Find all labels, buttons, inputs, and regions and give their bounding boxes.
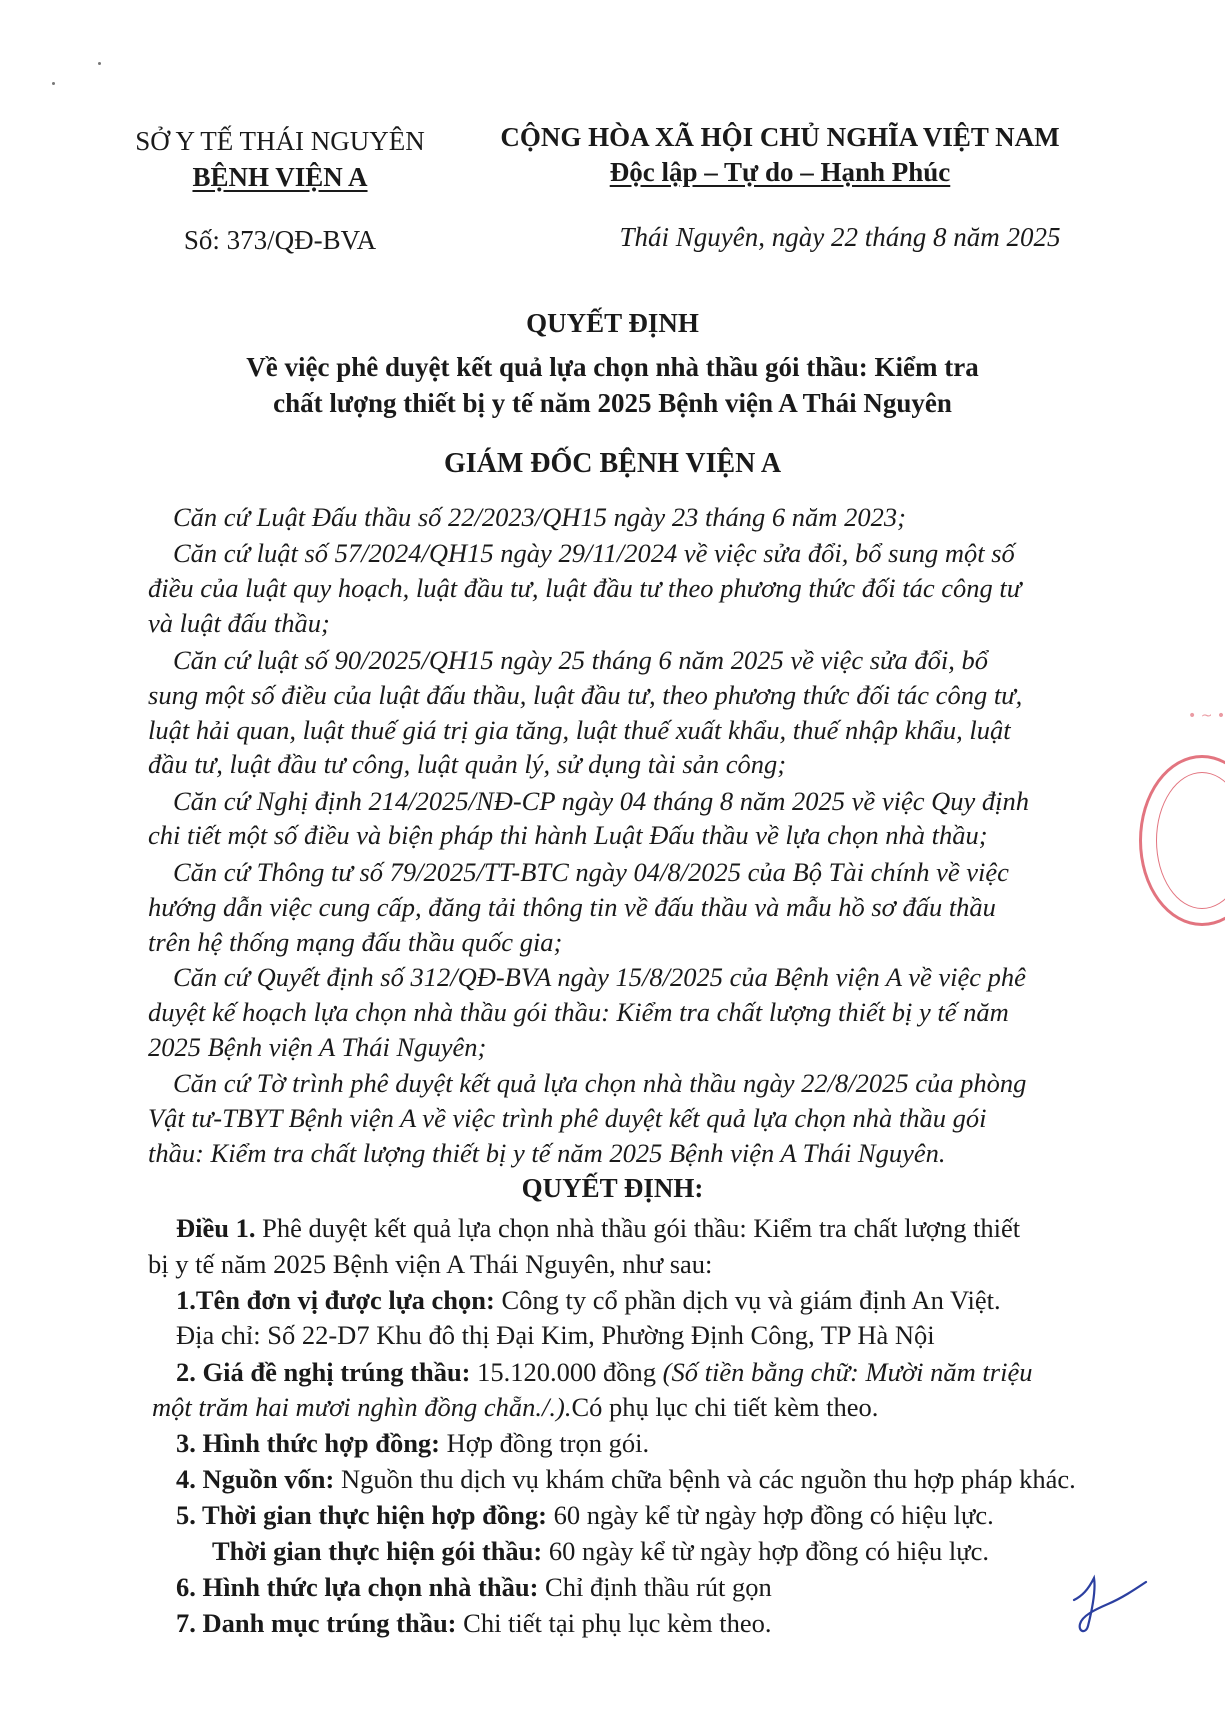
item-value: Hợp đồng trọn gói. [440,1428,650,1458]
item-value: Có phụ lục chi tiết kèm theo. [571,1392,879,1422]
item-package-duration [212,1536,989,1567]
stamp-bleed-mark: • ~ • [1188,708,1225,724]
item-price [176,1357,1032,1388]
item-winning-list [176,1608,772,1639]
item-contract-duration [176,1500,994,1531]
basis-line: Căn cứ Luật Đấu thầu số 22/2023/QH15 ngày 23 tháng 6 năm 2023; [173,502,906,532]
item-value: Chi tiết tại phụ lục kèm theo. [456,1608,772,1638]
item-address: Địa chỉ: Số 22-D7 Khu đô thị Đại Kim, Phường Định Công, TP Hà Nội [176,1320,935,1350]
basis-line: duyệt kế hoạch lựa chọn nhà thầu gói thầu: Kiểm tra chất lượng thiết bị y tế năm [148,997,1009,1027]
basis-line: Căn cứ Tờ trình phê duyệt kết quả lựa chọn nhà thầu ngày 22/8/2025 của phòng [173,1068,1027,1098]
article-1-text: Phê duyệt kết quả lựa chọn nhà thầu gói thầu: Kiểm tra chất lượng thiết [255,1213,1021,1243]
basis-line: điều của luật quy hoạch, luật đầu tư, luật đầu tư theo phương thức đối tác công tư [148,573,1022,603]
item-label: 2. Giá đề nghị trúng thầu: [176,1357,471,1387]
item-note: (Số tiền bằng chữ: Mười năm triệu [662,1357,1033,1387]
basis-line: 2025 Bệnh viện A Thái Nguyên; [148,1032,487,1062]
document-number: Số: 373/QĐ-BVA [183,225,377,255]
article-1-line-2: bị y tế năm 2025 Bệnh viện A Thái Nguyên, như sau: [148,1249,713,1279]
item-contract-type [176,1428,649,1459]
scan-speck [52,82,55,85]
basis-line: Căn cứ luật số 57/2024/QH15 ngày 29/11/2024 về việc sửa đổi, bổ sung một số [173,538,1015,568]
basis-line: hướng dẫn việc cung cấp, đăng tải thông tin về đấu thầu và mẫu hồ sơ đấu thầu [148,892,996,922]
official-stamp [1139,755,1225,926]
basis-line: Vật tư-TBYT Bệnh viện A về việc trình phê duyệt kết quả lựa chọn nhà thầu gói [148,1103,987,1133]
article-1-line-1 [176,1213,1020,1244]
item-value: Công ty cổ phần dịch vụ và giám định An Việt. [494,1285,1001,1315]
subject-line-1: Về việc phê duyệt kết quả lựa chọn nhà thầu gói thầu: Kiểm tra [246,352,979,382]
basis-line: Căn cứ luật số 90/2025/QH15 ngày 25 tháng 6 năm 2025 về việc sửa đổi, bổ [173,645,988,675]
authority-title: GIÁM ĐỐC BỆNH VIỆN A [443,448,782,479]
country-name: CỘNG HÒA XÃ HỘI CHỦ NGHĨA VIỆT NAM [500,122,1060,152]
basis-line: luật hải quan, luật thuế giá trị gia tăng, luật thuế xuất khẩu, thuế nhập khẩu, luật [148,715,1011,745]
item-label: 3. Hình thức hợp đồng: [176,1428,441,1458]
basis-line: Căn cứ Thông tư số 79/2025/TT-BTC ngày 04/8/2025 của Bộ Tài chính về việc [173,857,1009,887]
document-title: QUYẾT ĐỊNH [526,308,699,338]
hospital-name: BỆNH VIỆN A [192,162,368,192]
signature-initial [1060,1560,1150,1650]
item-value: 60 ngày kể từ ngày hợp đồng có hiệu lực. [542,1536,990,1566]
basis-line: Căn cứ Quyết định số 312/QĐ-BVA ngày 15/8/2025 của Bệnh viện A về việc phê [173,962,1026,992]
basis-line: chi tiết một số điều và biện pháp thi hành Luật Đấu thầu về lựa chọn nhà thầu; [148,820,988,850]
item-label: 4. Nguồn vốn: [176,1464,335,1494]
item-contractor [176,1285,1001,1316]
item-selection-method [176,1572,772,1603]
basis-line: đầu tư, luật đầu tư công, luật quản lý, sử dụng tài sản công; [148,749,787,779]
subject-line-2: chất lượng thiết bị y tế năm 2025 Bệnh viện A Thái Nguyên [273,388,952,418]
place-date: Thái Nguyên, ngày 22 tháng 8 năm 2025 [619,222,1061,252]
basis-line: và luật đấu thầu; [148,608,330,638]
agency-name: SỞ Y TẾ THÁI NGUYÊN [135,126,425,156]
item-funding [176,1464,1076,1495]
item-label: 5. Thời gian thực hiện hợp đồng: [176,1500,547,1530]
national-motto: Độc lập – Tự do – Hạnh Phúc [609,157,951,187]
item-label: 1.Tên đơn vị được lựa chọn: [176,1285,495,1315]
item-label: 7. Danh mục trúng thầu: [176,1608,457,1638]
scan-speck [98,62,101,65]
item-value: 15.120.000 đồng [470,1357,663,1387]
basis-line: thầu: Kiểm tra chất lượng thiết bị y tế năm 2025 Bệnh viện A Thái Nguyên. [148,1138,946,1168]
article-1-label: Điều 1. [176,1213,256,1243]
basis-line: trên hệ thống mạng đấu thầu quốc gia; [148,927,563,957]
item-label: 6. Hình thức lựa chọn nhà thầu: [176,1572,539,1602]
item-note: một trăm hai mươi nghìn đồng chẵn./.). [152,1392,572,1422]
item-value: Chỉ định thầu rút gọn [538,1572,772,1602]
item-value: 60 ngày kể từ ngày hợp đồng có hiệu lực. [546,1500,994,1530]
item-value: Nguồn thu dịch vụ khám chữa bệnh và các nguồn thu hợp pháp khác. [334,1464,1076,1494]
basis-line: Căn cứ Nghị định 214/2025/NĐ-CP ngày 04 tháng 8 năm 2025 về việc Quy định [173,786,1029,816]
decision-heading: QUYẾT ĐỊNH: [521,1173,704,1203]
basis-line: sung một số điều của luật đấu thầu, luật đầu tư, theo phương thức đối tác công tư, [148,680,1023,710]
item-label: Thời gian thực hiện gói thầu: [212,1536,543,1566]
item-price-cont [152,1392,878,1423]
